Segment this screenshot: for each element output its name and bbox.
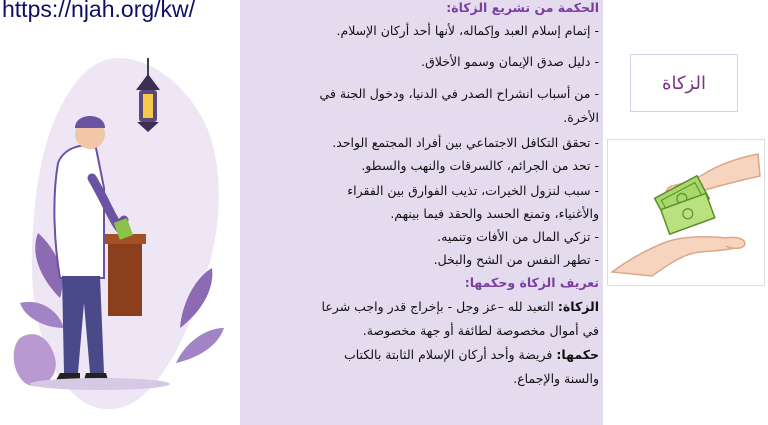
charity-illustration — [0, 28, 240, 425]
zakat-definition-text: التعبد لله –عز وجل - بإخراج قدر واجب شرعا — [321, 299, 558, 314]
man-giving-charity-image — [0, 28, 240, 425]
wisdom-line: - من أسباب انشراح الصدر في الدنيا، ودخول الجنة في — [319, 86, 599, 101]
wisdom-line: - سبب لنزول الخيرات، تذيب الفوارق بين الفقراء — [347, 183, 599, 198]
wisdom-line: - دليل صدق الإيمان وسمو الأخلاق. — [421, 54, 599, 69]
ruling-term: حكمها: — [556, 347, 599, 362]
ruling-text: فريضة وأحد أركان الإسلام الثابتة بالكتاب — [343, 347, 557, 362]
zakat-term-label: الزكاة — [662, 72, 706, 94]
wisdom-line: - تحد من الجرائم، كالسرقات والنهب والسطو. — [361, 158, 599, 173]
source-url-watermark: https://njah.org/kw/ — [2, 0, 196, 22]
wisdom-line: - تحقق التكافل الاجتماعي بين أفراد المجتمع الواحد. — [332, 135, 599, 150]
zakat-definition-continued: في أموال مخصوصة لطائفة أو جهة مخصوصة. — [362, 323, 599, 338]
definition-section-title: تعريف الزكاة وحكمها: — [464, 275, 599, 290]
zakat-ruling — [246, 343, 599, 367]
wisdom-line: - تطهر النفس من الشح والبخل. — [433, 252, 599, 267]
wisdom-line: والأغنياء، وتمنع الحسد والحقد فيما بينهم. — [390, 206, 599, 221]
hands-money-card — [607, 139, 765, 286]
zakat-term: الزكاة: — [557, 299, 599, 314]
text-panel — [240, 0, 603, 425]
wisdom-line: - إتمام إسلام العبد وإكماله، لأنها أحد أركان الإسلام. — [336, 23, 599, 38]
wisdom-section-title: الحكمة من تشريع الزكاة: — [446, 0, 599, 15]
zakat-ruling-continued: والسنة والإجماع. — [513, 371, 599, 386]
zakat-term-box — [630, 54, 738, 112]
hands-giving-money-image — [608, 140, 764, 285]
zakat-definition — [246, 295, 599, 319]
wisdom-line: - تزكي المال من الأفات وتنميه. — [437, 229, 599, 244]
wisdom-line: الأخرة. — [563, 110, 599, 125]
